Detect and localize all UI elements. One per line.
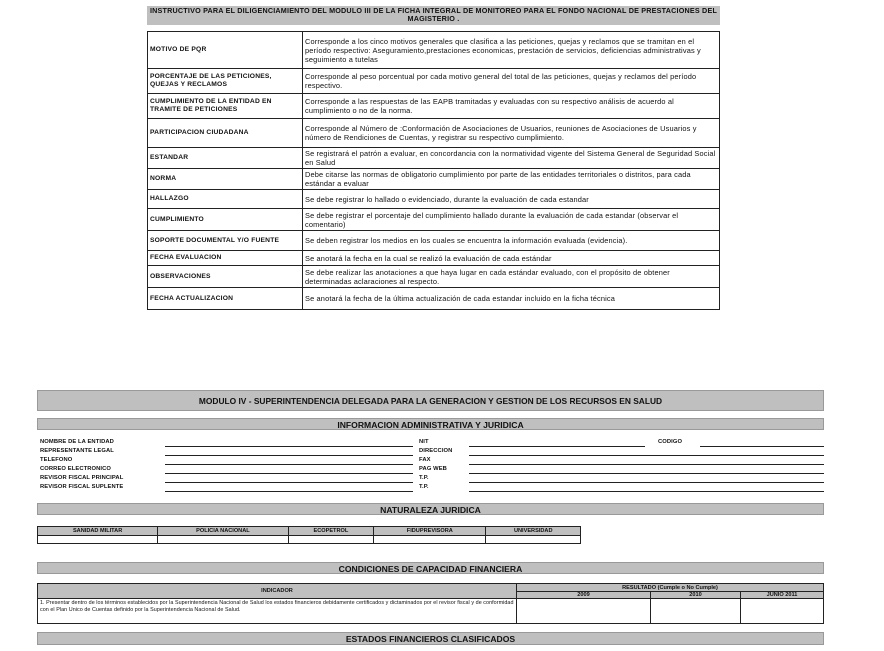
label-telefono: TELEFONO [40, 457, 73, 463]
label-tp-suplente: T.P. [419, 484, 429, 490]
table-row [148, 266, 720, 288]
instructivo-table [147, 31, 720, 310]
indicador-text: 1. Presentar dentro de los términos establecidos por la Superintendencia Nacional de Salud los estados financieros debidamente certificados y dictaminados por el revisor fiscal y de conformidad con el Plan Unico de Cuentas definido por la Superintendencia Nacional de Salud. [38, 599, 517, 624]
term-cell: PORCENTAJE DE LAS PETICIONES, QUEJAS Y RECLAMOS [148, 69, 303, 94]
year-junio-2011: JUNIO 2011 [741, 592, 824, 599]
field-pag-web[interactable] [469, 473, 824, 474]
term-cell: FECHA EVALUACION [148, 251, 303, 266]
section-condiciones-title: CONDICIONES DE CAPACIDAD FINANCIERA [37, 562, 824, 574]
label-revisor-suplente: REVISOR FISCAL SUPLENTE [40, 484, 124, 490]
table-row [38, 536, 581, 544]
modulo-title: MODULO IV - SUPERINTENDENCIA DELEGADA PARA LA GENERACION Y GESTION DE LOS RECURSOS EN SALUD [37, 390, 824, 411]
cell-sanidad-militar[interactable] [38, 536, 158, 544]
label-revisor-principal: REVISOR FISCAL PRINCIPAL [40, 475, 124, 481]
table-row [148, 69, 720, 94]
cell-policia-nacional[interactable] [158, 536, 288, 544]
description-cell: Corresponde a las respuestas de las EAPB tramitadas y evaluadas con su respectivo análisis de acuerdo al cumplimiento o no de la norma. [303, 94, 720, 119]
col-fiduprevisora: FIDUPREVISORA [374, 527, 486, 536]
field-correo[interactable] [165, 473, 413, 474]
table-row [148, 209, 720, 231]
table-row [148, 169, 720, 190]
label-correo: CORREO ELECTRONICO [40, 466, 112, 472]
table-row [148, 32, 720, 69]
label-nit: NIT [419, 439, 429, 445]
table-row [148, 119, 720, 148]
label-nombre-entidad: NOMBRE DE LA ENTIDAD [40, 439, 114, 445]
description-cell: Se debe registrar el porcentaje del cumplimiento hallado durante la evaluación de cada estandar (observar el comentario) [303, 209, 720, 231]
term-cell: PARTICIPACION CIUDADANA [148, 119, 303, 148]
term-cell: HALLAZGO [148, 190, 303, 209]
term-cell: CUMPLIMIENTO DE LA ENTIDAD EN TRAMITE DE PETICIONES [148, 94, 303, 119]
description-cell: Corresponde al peso porcentual por cada motivo general del total de las peticiones, quejas y reclamos del período respectivo. [303, 69, 720, 94]
field-fax[interactable] [469, 464, 824, 465]
table-row [148, 94, 720, 119]
indicador-header: INDICADOR [38, 584, 517, 599]
field-tp-suplente[interactable] [469, 491, 824, 492]
section-estados-title: ESTADOS FINANCIEROS CLASIFICADOS [37, 632, 824, 645]
table-row [148, 148, 720, 169]
label-codigo: CODIGO [658, 439, 683, 445]
description-cell: Corresponde al Número de :Conformación de Asociaciones de Usuarios, reuniones de Asociaciones de Usuarios y número de Rendiciones de Cuentas, y registrar su respectivo cumplimiento. [303, 119, 720, 148]
field-representante-legal[interactable] [165, 455, 413, 456]
label-direccion: DIRECCION [419, 448, 453, 454]
label-tp-principal: T.P. [419, 475, 429, 481]
table-row [148, 288, 720, 310]
description-cell: Se deben registrar los medios en los cuales se encuentra la información evaluada (evidencia). [303, 231, 720, 251]
label-fax: FAX [419, 457, 431, 463]
resultado-header: RESULTADO (Cumple o No Cumple) [517, 584, 824, 592]
condiciones-table [37, 583, 824, 624]
term-cell: CUMPLIMIENTO [148, 209, 303, 231]
year-2009: 2009 [517, 592, 651, 599]
description-cell: Corresponde a los cinco motivos generales que clasifica a las peticiones, quejas y reclamos que se tramitan en el período respectivo: Aseguramiento,prestaciones economicas, prestación de servicios, deficiencias administrativas y seguimiento a tutelas [303, 32, 720, 69]
description-cell: Se anotará la fecha en la cual se realizó la evaluación de cada estándar [303, 251, 720, 266]
term-cell: FECHA ACTUALIZACION [148, 288, 303, 310]
field-nombre-entidad[interactable] [165, 446, 413, 447]
cell-ecopetrol[interactable] [288, 536, 374, 544]
table-row [148, 251, 720, 266]
result-2011-cell[interactable] [741, 599, 824, 624]
instructivo-title: INSTRUCTIVO PARA EL DILIGENCIAMIENTO DEL MODULO III DE LA FICHA INTEGRAL DE MONITOREO PARA EL FONDO NACIONAL DE PRESTACIONES DEL MAGISTERIO . [147, 6, 720, 25]
term-cell: NORMA [148, 169, 303, 190]
term-cell: MOTIVO DE PQR [148, 32, 303, 69]
cell-universidad[interactable] [486, 536, 581, 544]
col-universidad: UNIVERSIDAD [486, 527, 581, 536]
naturaleza-table [37, 526, 581, 544]
col-sanidad-militar: SANIDAD MILITAR [38, 527, 158, 536]
field-nit[interactable] [469, 446, 645, 447]
label-representante-legal: REPRESENTANTE LEGAL [40, 448, 114, 454]
table-row [38, 584, 824, 592]
result-2010-cell[interactable] [651, 599, 741, 624]
result-2009-cell[interactable] [517, 599, 651, 624]
cell-fiduprevisora[interactable] [374, 536, 486, 544]
term-cell: SOPORTE DOCUMENTAL Y/O FUENTE [148, 231, 303, 251]
year-2010: 2010 [651, 592, 741, 599]
table-row [38, 599, 824, 624]
field-revisor-principal[interactable] [165, 482, 413, 483]
col-ecopetrol: ECOPETROL [288, 527, 374, 536]
table-row [38, 527, 581, 536]
table-row [148, 190, 720, 209]
description-cell: Se debe realizar las anotaciones a que haya lugar en cada estándar evaluado, con el propósito de obtener determinadas aclaraciones al respecto. [303, 266, 720, 288]
field-revisor-suplente[interactable] [165, 491, 413, 492]
description-cell: Se debe registrar lo hallado o evidenciado, durante la evaluación de cada estandar [303, 190, 720, 209]
section-naturaleza-title: NATURALEZA JURIDICA [37, 503, 824, 515]
description-cell: Se registrará el patrón a evaluar, en concordancia con la normatividad vigente del Sistema General de Seguridad Social en Salud [303, 148, 720, 169]
description-cell: Debe citarse las normas de obligatorio cumplimiento por parte de las entidades territoriales o distritos, para cada estándar a evaluar [303, 169, 720, 190]
table-row [148, 231, 720, 251]
term-cell: ESTANDAR [148, 148, 303, 169]
field-telefono[interactable] [165, 464, 413, 465]
label-pag-web: PAG WEB [419, 466, 447, 472]
field-tp-principal[interactable] [469, 482, 824, 483]
col-policia-nacional: POLICIA NACIONAL [158, 527, 288, 536]
section-informacion-title: INFORMACION ADMINISTRATIVA Y JURIDICA [37, 418, 824, 430]
term-cell: OBSERVACIONES [148, 266, 303, 288]
field-codigo[interactable] [700, 446, 824, 447]
description-cell: Se anotará la fecha de la última actualización de cada estandar incluido en la ficha técnica [303, 288, 720, 310]
field-direccion[interactable] [469, 455, 824, 456]
